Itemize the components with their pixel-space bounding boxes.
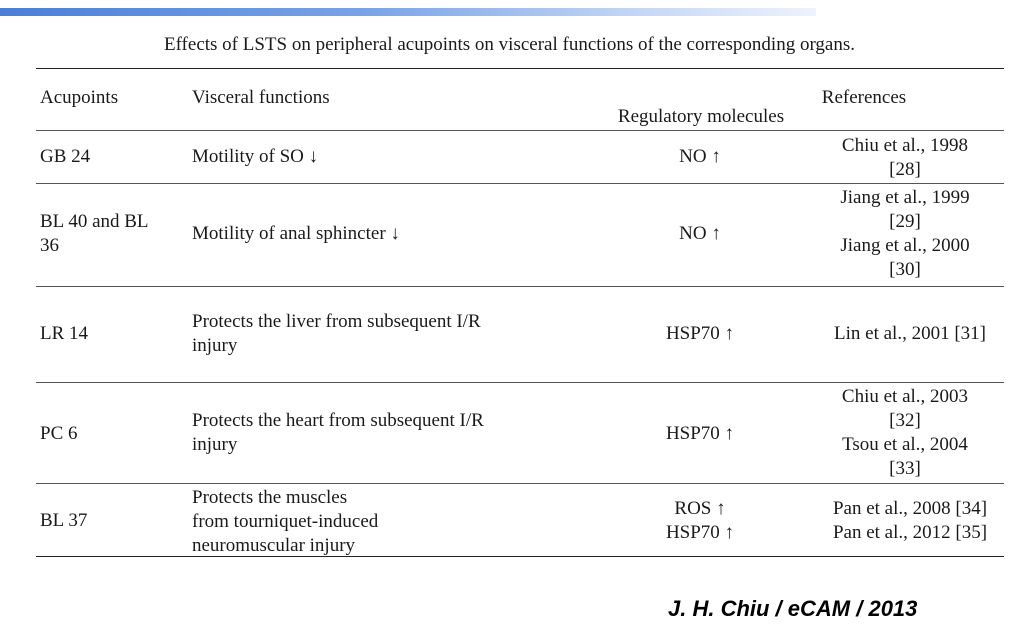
row-1-visceral: Motility of SO ↓ [192, 146, 319, 167]
row-2-visceral: Motility of anal sphincter ↓ [192, 223, 400, 244]
row-3-visceral: Protects the liver from subsequent I/R injury [192, 311, 481, 356]
row-4-acupoint: PC 6 [40, 423, 78, 444]
row-divider-1 [36, 183, 1004, 184]
row-divider-3 [36, 382, 1004, 383]
citation-footer: J. H. Chiu / eCAM / 2013 [668, 596, 918, 621]
header-rule [36, 130, 1004, 131]
row-4-visceral: Protects the heart from subsequent I/R injury [192, 410, 484, 455]
row-2-references: Jiang et al., 1999 [29] Jiang et al., 2000 [30] [840, 187, 970, 280]
row-2-acupoint: BL 40 and BL 36 [40, 211, 149, 256]
row-4-references: Chiu et al., 2003 [32] Tsou et al., 2004 [33] [841, 386, 969, 479]
row-5-molecules: ROS ↑ HSP70 ↑ [665, 498, 735, 543]
top-accent-bar [0, 8, 816, 16]
row-3-references: Lin et al., 2001 [31] [834, 323, 986, 344]
row-1-acupoint: GB 24 [40, 146, 91, 167]
row-1-references: Chiu et al., 1998 [28] [841, 135, 969, 180]
table-bottom-rule [36, 556, 1004, 557]
row-1-molecules: NO ↑ [679, 146, 721, 167]
table-top-rule [36, 68, 1004, 69]
row-4-molecules: HSP70 ↑ [665, 423, 735, 444]
header-regulatory-molecules: Regulatory molecules [617, 106, 785, 127]
row-5-references: Pan et al., 2008 [34] Pan et al., 2012 [35] [832, 498, 988, 543]
row-5-acupoint: BL 37 [40, 510, 88, 531]
header-references: References [821, 87, 907, 108]
row-3-molecules: HSP70 ↑ [665, 323, 735, 344]
row-3-acupoint: LR 14 [40, 323, 89, 344]
header-visceral-functions: Visceral functions [192, 87, 330, 108]
row-divider-4 [36, 483, 1004, 484]
row-2-molecules: NO ↑ [679, 223, 721, 244]
table-caption: Effects of LSTS on peripheral acupoints on visceral functions of the corresponding organs. [163, 34, 856, 55]
row-5-visceral: Protects the muscles from tourniquet-induced neuromuscular injury [192, 487, 379, 556]
header-acupoints: Acupoints [40, 87, 119, 108]
row-divider-2 [36, 286, 1004, 287]
